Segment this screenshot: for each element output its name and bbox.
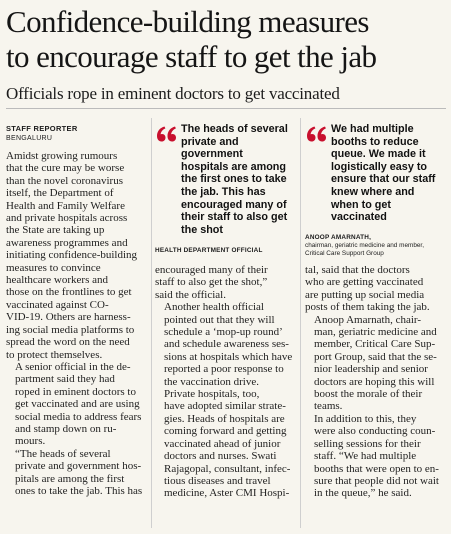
text-line: In addition to this, they xyxy=(314,412,417,425)
text-line: when to get xyxy=(331,198,391,211)
text-line: The heads of several xyxy=(181,123,288,135)
text-line: Private hospitals, too, xyxy=(164,388,260,401)
text-line: the first ones to take xyxy=(181,173,287,186)
text-line: We had multiple xyxy=(331,123,414,135)
text-line: schedule a ‘mop-up round’ xyxy=(164,326,283,339)
article-column-1 xyxy=(6,150,148,497)
text-line: ing social media platforms to xyxy=(6,323,135,336)
text-line: initiating confidence-building xyxy=(6,249,138,262)
text-line: teams. xyxy=(314,400,343,413)
attribution-name: ANOOP AMARNATH, xyxy=(305,234,372,241)
paragraph xyxy=(155,301,296,388)
text-line: healthcare workers and xyxy=(6,274,109,287)
text-line: booths that were open to en- xyxy=(314,462,439,475)
text-line: VID-19. Others are harness- xyxy=(6,311,131,324)
text-line: port Group, said that the se- xyxy=(314,350,437,363)
text-line: tious diseases and travel xyxy=(164,474,271,487)
article-column-2 xyxy=(155,264,296,500)
text-line: and stamp down on ru- xyxy=(15,422,117,435)
text-line: man, geriatric medicine and xyxy=(314,326,437,339)
column-divider xyxy=(151,118,152,528)
text-line: hospitals are among xyxy=(181,160,286,173)
text-line: to protect themselves. xyxy=(6,348,103,361)
paragraph xyxy=(155,264,296,301)
text-line: nior leadership and senior xyxy=(314,363,428,376)
paragraph xyxy=(6,448,148,498)
paragraph xyxy=(305,264,446,314)
text-line: and schedule awareness ses- xyxy=(164,338,289,351)
text-line: the shot xyxy=(181,223,223,236)
text-line: spread the word on the need xyxy=(6,336,130,349)
text-line: posts of them taking the jab. xyxy=(305,301,430,314)
text-line: those on the frontlines to get xyxy=(6,286,132,299)
text-line: “The heads of several xyxy=(15,447,111,460)
quote-mark-icon xyxy=(305,123,327,145)
attribution-role: Critical Care Support Group xyxy=(305,250,384,257)
text-line: medicine, Aster CMI Hospi- xyxy=(164,487,290,500)
text-line: are putting up social media xyxy=(305,288,425,301)
pull-quote-2 xyxy=(305,123,447,258)
text-line: encouraged many of their xyxy=(155,264,268,276)
text-line: vaccinated xyxy=(331,211,387,224)
headline-line-1: Confidence-building measures xyxy=(6,4,369,39)
text-line: doctors and nurses. Swati xyxy=(164,450,277,463)
text-line: get vaccinated and are using xyxy=(15,398,140,411)
pull-quote-attribution xyxy=(305,234,424,258)
text-line: were also conducting coun- xyxy=(314,425,436,438)
text-line: encouraged many of xyxy=(181,198,287,211)
pull-quote-text xyxy=(181,123,288,236)
text-line: Anoop Amarnath, chair- xyxy=(314,313,421,326)
text-line: who are getting vaccinated xyxy=(305,276,424,289)
column-divider xyxy=(300,118,301,528)
text-line: said the official. xyxy=(155,288,226,301)
dateline: BENGALURU xyxy=(6,135,53,142)
paragraph xyxy=(305,314,446,413)
text-line: private and government hos- xyxy=(15,460,142,473)
text-line: sure that people did not wait xyxy=(314,474,439,487)
text-line: Another health official xyxy=(164,301,264,314)
text-line: mours. xyxy=(15,435,46,448)
paragraph xyxy=(6,150,148,361)
text-line: measures to convince xyxy=(6,261,101,274)
text-line: vaccinated against CO- xyxy=(6,298,109,311)
text-line: staff. “We had multiple xyxy=(314,450,417,463)
text-line: their staff to also get xyxy=(181,211,288,224)
text-line: partment said they had xyxy=(15,373,115,386)
text-line: and private hospitals across xyxy=(6,212,128,225)
headline xyxy=(6,4,446,74)
byline: STAFF REPORTER xyxy=(6,124,78,133)
text-line: Rajagopal, consultant, infec- xyxy=(164,462,291,475)
text-line: knew where and xyxy=(331,185,415,198)
text-line: coming forward and getting xyxy=(164,425,287,438)
text-line: pitals are among the first xyxy=(15,472,125,485)
text-line: ones to take the jab. This has xyxy=(15,484,143,497)
text-line: selling sessions for their xyxy=(314,437,421,450)
text-line: that the cure may be worse xyxy=(6,162,125,175)
pull-quote-attribution xyxy=(155,247,263,255)
pull-quote-1 xyxy=(155,123,297,258)
text-line: itself, the Department of xyxy=(6,187,114,200)
text-line: in the queue,” he said. xyxy=(314,487,412,500)
text-line: doctors are hoping this will xyxy=(314,375,435,388)
text-line: Amidst growing rumours xyxy=(6,150,118,162)
text-line: awareness programmes and xyxy=(6,236,128,249)
text-line: reported a poor response to xyxy=(164,363,284,376)
paragraph xyxy=(6,361,148,448)
subheadline: Officials rope in eminent doctors to get vaccinated xyxy=(6,84,340,103)
paragraph xyxy=(155,388,296,500)
quote-mark-icon xyxy=(155,123,177,145)
attribution-name: HEALTH DEPARTMENT OFFICIAL xyxy=(155,247,263,254)
headline-line-2: to encourage staff to get the jab xyxy=(6,39,377,74)
text-line: staff to also get the shot,” xyxy=(155,276,268,289)
text-line: sions at hospitals which have xyxy=(164,350,293,363)
text-line: pointed out that they will xyxy=(164,313,275,326)
text-line: A senior official in the de- xyxy=(15,360,131,373)
divider xyxy=(6,108,446,109)
text-line: the vaccination drive. xyxy=(164,375,259,388)
text-line: than the novel coronavirus xyxy=(6,174,123,187)
text-line: vaccinated ahead of junior xyxy=(164,437,281,450)
text-line: boost the morale of their xyxy=(314,388,423,401)
paragraph xyxy=(305,413,446,500)
text-line: gies. Heads of hospitals are xyxy=(164,412,285,425)
text-line: social media to address fears xyxy=(15,410,142,423)
attribution-role: chairman, geriatric medicine and member, xyxy=(305,242,424,249)
text-line: roped in eminent doctors to xyxy=(15,385,136,398)
text-line: ensure that our staff xyxy=(331,173,436,186)
text-line: the State are taking up xyxy=(6,224,105,237)
text-line: member, Critical Care Sup- xyxy=(314,338,436,351)
text-line: Health and Family Welfare xyxy=(6,199,125,212)
text-line: queue. We made it xyxy=(331,148,426,161)
text-line: booths to reduce xyxy=(331,135,419,148)
text-line: private and xyxy=(181,135,239,148)
text-line: tal, said that the doctors xyxy=(305,264,410,276)
text-line: government xyxy=(181,148,243,161)
text-line: have adopted similar strate- xyxy=(164,400,286,413)
byline-block xyxy=(6,124,148,143)
text-line: the jab. This has xyxy=(181,185,266,198)
text-line: logistically easy to xyxy=(331,160,428,173)
pull-quote-text xyxy=(331,123,435,224)
article-column-3 xyxy=(305,264,446,500)
